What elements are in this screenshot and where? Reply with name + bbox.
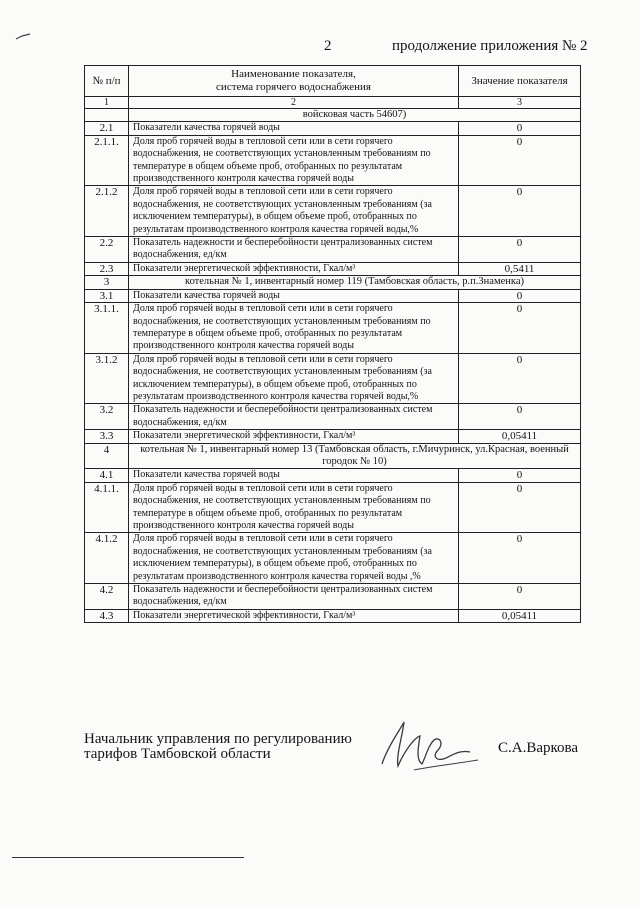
- table-row: [85, 303, 581, 354]
- signature-block: [84, 728, 584, 768]
- row-number: 2.3: [85, 262, 129, 275]
- column-index: 3: [459, 97, 581, 109]
- table-section-row: [85, 443, 581, 469]
- row-number: 3.1.2: [85, 353, 129, 404]
- row-number: 2.2: [85, 237, 129, 263]
- handwritten-signature: [374, 716, 484, 776]
- row-number: 4.2: [85, 584, 129, 610]
- indicator-name: Доля проб горячей воды в тепловой сети или в сети горячего водоснабжения, не соответствующих установленным требованиям по температуре в общем объеме проб, отобранных по результатам производственного контроля качества горячей воды: [129, 482, 459, 533]
- table-header-row: [85, 66, 581, 97]
- signer-name: С.А.Варкова: [498, 740, 579, 756]
- row-number: 3.1: [85, 289, 129, 302]
- table-row: [85, 122, 581, 135]
- page-number: 2: [324, 38, 332, 54]
- indicator-value: 0,05411: [459, 430, 581, 443]
- indicator-value: 0: [459, 122, 581, 135]
- section-title: котельная № 1, инвентарный номер 13 (Тамбовская область, г.Мичуринск, ул.Красная, военный городок № 10): [129, 443, 581, 469]
- indicator-name: Показатели качества горячей воды: [129, 289, 459, 302]
- table-row: [85, 482, 581, 533]
- indicator-name: Показатели качества горячей воды: [129, 469, 459, 482]
- indicator-name: Показатель надежности и бесперебойности централизованных систем водоснабжения, ед/км: [129, 237, 459, 263]
- section-title: котельная № 1, инвентарный номер 119 (Тамбовская область, р.п.Знаменка): [129, 276, 581, 289]
- indicator-name: Доля проб горячей воды в тепловой сети или в сети горячего водоснабжения, не соответствующих установленным требованиям (за исключением температуры), в общем объеме проб, отобранных по результатам производственного контроля качества горячей воды,%: [129, 353, 459, 404]
- indicator-name: Доля проб горячей воды в тепловой сети или в сети горячего водоснабжения, не соответствующих установленным требованиям (за исключением температуры), в общем объеме проб, отобранных по результатам производственного контроля качества горячей воды ,%: [129, 533, 459, 584]
- header-indicator-line1: Наименование показателя,: [231, 68, 356, 80]
- row-number: 3.2: [85, 404, 129, 430]
- indicator-value: 0: [459, 237, 581, 263]
- indicator-name: Показатели энергетической эффективности, Гкал/м³: [129, 430, 459, 443]
- header-indicator-line2: система горячего водоснабжения: [216, 81, 371, 93]
- indicator-value: 0: [459, 482, 581, 533]
- indicator-value: 0: [459, 469, 581, 482]
- header-value: Значение показателя: [459, 66, 581, 97]
- indicator-value: 0: [459, 404, 581, 430]
- indicator-value: 0: [459, 533, 581, 584]
- table-row: [85, 237, 581, 263]
- row-number: 3.3: [85, 430, 129, 443]
- table-row: [85, 262, 581, 275]
- signer-position-line2: тарифов Тамбовской области: [84, 746, 271, 762]
- indicator-value: 0: [459, 584, 581, 610]
- row-number: 4.1.1.: [85, 482, 129, 533]
- row-number: 2.1.1.: [85, 135, 129, 186]
- indicator-name: Показатели качества горячей воды: [129, 122, 459, 135]
- table-row: [85, 533, 581, 584]
- indicator-value: 0: [459, 186, 581, 237]
- header-number: № п/п: [85, 66, 129, 97]
- signer-position-line1: Начальник управления по регулированию: [84, 731, 352, 747]
- column-index: 2: [129, 97, 459, 109]
- table-row: [85, 353, 581, 404]
- table-row: [85, 430, 581, 443]
- row-number: 4.1: [85, 469, 129, 482]
- section-title: войсковая часть 54607): [129, 109, 581, 122]
- indicator-name: Доля проб горячей воды в тепловой сети или в сети горячего водоснабжения, не соответствующих установленным требованиям по температуре в общем объеме проб, отобранных по результатам производственного контроля качества горячей воды: [129, 135, 459, 186]
- table-row: [85, 186, 581, 237]
- table-row: [85, 135, 581, 186]
- indicator-name: Показатель надежности и бесперебойности централизованных систем водоснабжения, ед/км: [129, 584, 459, 610]
- table-row: [85, 609, 581, 622]
- table-row: [85, 469, 581, 482]
- row-number: 4: [85, 443, 129, 469]
- row-number: 4.1.2: [85, 533, 129, 584]
- indicators-table: [84, 65, 581, 623]
- row-number: 4.3: [85, 609, 129, 622]
- row-number: 3: [85, 276, 129, 289]
- indicator-value: 0,5411: [459, 262, 581, 275]
- table-section-row: [85, 276, 581, 289]
- page-header: [0, 38, 640, 58]
- column-index-row: [85, 97, 581, 109]
- indicator-name: Доля проб горячей воды в тепловой сети или в сети горячего водоснабжения, не соответствующих установленным требованиям (за исключением температуры), в общем объеме проб, отобранных по результатам производственного контроля качества горячей воды,%: [129, 186, 459, 237]
- row-number: 2.1.2: [85, 186, 129, 237]
- row-number: [85, 109, 129, 122]
- row-number: 2.1: [85, 122, 129, 135]
- scan-artifact: [14, 28, 32, 38]
- appendix-continuation: продолжение приложения № 2: [392, 38, 588, 54]
- indicator-value: 0: [459, 135, 581, 186]
- table-row: [85, 289, 581, 302]
- column-index: 1: [85, 97, 129, 109]
- indicator-name: Показатели энергетической эффективности, Гкал/м³: [129, 609, 459, 622]
- header-indicator-name: [129, 66, 459, 97]
- indicator-name: Доля проб горячей воды в тепловой сети или в сети горячего водоснабжения, не соответствующих установленным требованиям по температуре в общем объеме проб, отобранных по результатам производственного контроля качества горячей воды: [129, 303, 459, 354]
- indicator-value: 0: [459, 303, 581, 354]
- footer-divider: [12, 857, 244, 858]
- table-row: [85, 584, 581, 610]
- indicator-name: Показатель надежности и бесперебойности централизованных систем водоснабжения, ед/км: [129, 404, 459, 430]
- signer-position: [84, 732, 352, 762]
- row-number: 3.1.1.: [85, 303, 129, 354]
- indicator-value: 0: [459, 289, 581, 302]
- table-section-row: [85, 109, 581, 122]
- indicator-value: 0: [459, 353, 581, 404]
- indicator-value: 0,05411: [459, 609, 581, 622]
- table-row: [85, 404, 581, 430]
- indicator-name: Показатели энергетической эффективности, Гкал/м³: [129, 262, 459, 275]
